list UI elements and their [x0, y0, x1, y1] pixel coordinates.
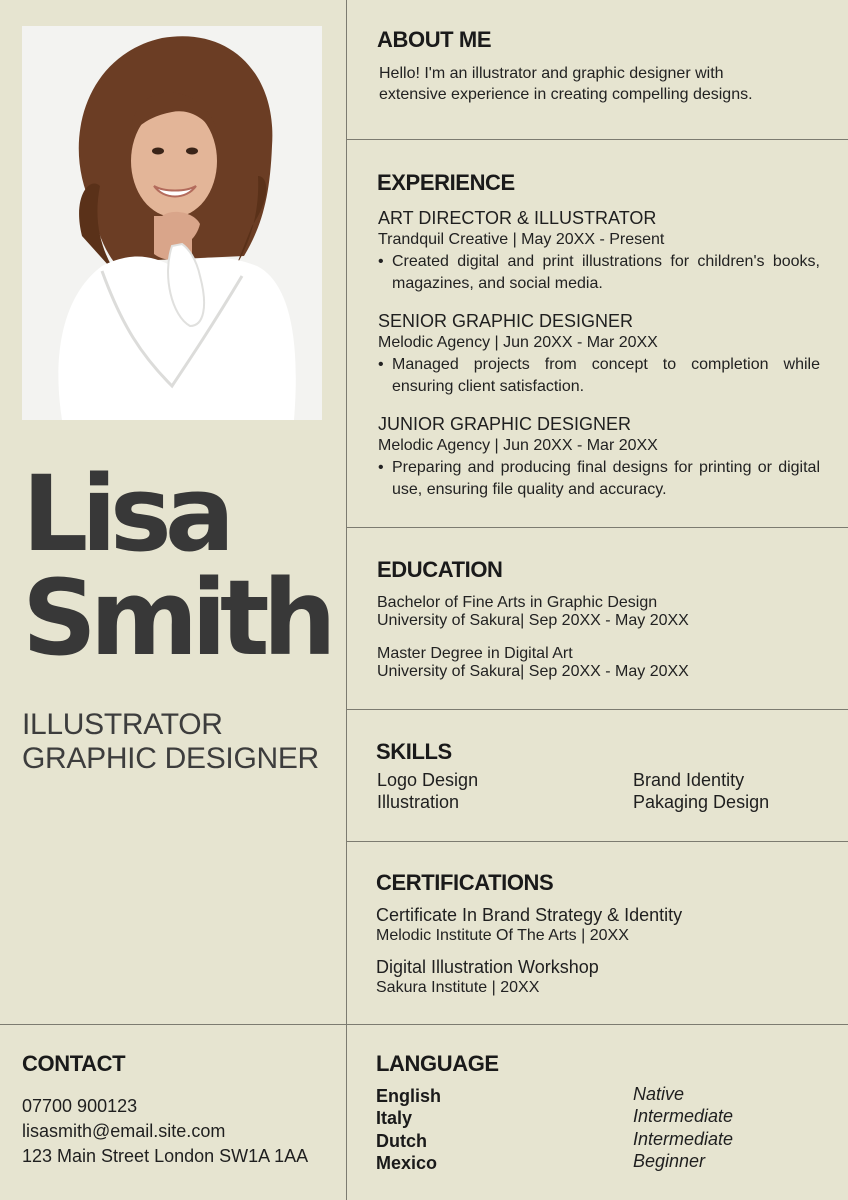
contact-email: lisasmith@email.site.com	[22, 1121, 226, 1141]
certification-issuer: Sakura Institute | 20XX	[376, 979, 540, 996]
contact-phone: 07700 900123	[22, 1096, 138, 1116]
job-title: SENIOR GRAPHIC DESIGNER	[378, 311, 634, 331]
portrait-illustration	[22, 26, 322, 420]
language-level: Intermediate	[633, 1129, 734, 1149]
contact-heading: CONTACT	[22, 1051, 126, 1076]
about-text: Hello! I'm an illustrator and graphic designer with	[379, 65, 724, 82]
language-level: Native	[633, 1084, 685, 1104]
job-meta: Trandquil Creative | May 20XX - Present	[378, 231, 665, 248]
language-name: Dutch	[376, 1131, 427, 1151]
about-heading: ABOUT ME	[377, 27, 492, 52]
certification-issuer: Melodic Institute Of The Arts | 20XX	[376, 927, 629, 944]
job-meta: Melodic Agency | Jun 20XX - Mar 20XX	[378, 437, 658, 454]
experience-heading: EXPERIENCE	[377, 170, 515, 195]
skill-item: Brand Identity	[633, 770, 745, 790]
job-title: ART DIRECTOR & ILLUSTRATOR	[378, 208, 657, 228]
skill-item: Illustration	[377, 792, 460, 812]
section-divider	[346, 709, 848, 710]
job-description: • Created digital and print illustrations for children's books, magazines, and social media.	[378, 251, 820, 294]
job-description: • Managed projects from concept to completion while ensuring client satisfaction.	[378, 354, 820, 397]
education-school: University of Sakura| Sep 20XX - May 20XX	[377, 612, 689, 629]
first-name: Lisa	[22, 453, 228, 575]
contact-address: 123 Main Street London SW1A 1AA	[22, 1146, 309, 1166]
section-divider	[346, 139, 848, 140]
skills-heading: SKILLS	[376, 739, 452, 764]
certification-name: Digital Illustration Workshop	[376, 957, 599, 977]
language-level: Intermediate	[633, 1106, 734, 1126]
profile-photo	[22, 26, 322, 420]
role-line: ILLUSTRATOR	[22, 708, 223, 741]
education-school: University of Sakura| Sep 20XX - May 20XX	[377, 663, 689, 680]
language-heading: LANGUAGE	[376, 1051, 499, 1076]
job-description: • Preparing and producing final designs for printing or digital use, ensuring file quality and accuracy.	[378, 457, 820, 500]
section-divider	[346, 841, 848, 842]
job-meta: Melodic Agency | Jun 20XX - Mar 20XX	[378, 334, 658, 351]
language-name: English	[376, 1086, 442, 1106]
last-name: Smith	[22, 557, 330, 679]
skill-item: Pakaging Design	[633, 792, 770, 812]
role-line: GRAPHIC DESIGNER	[22, 742, 319, 775]
language-level: Beginner	[633, 1151, 706, 1171]
job-role	[22, 708, 319, 776]
language-name: Mexico	[376, 1153, 438, 1173]
about-text: extensive experience in creating compelling designs.	[379, 86, 753, 103]
certifications-heading: CERTIFICATIONS	[376, 870, 554, 895]
skill-item: Logo Design	[377, 770, 479, 790]
education-degree: Master Degree in Digital Art	[377, 645, 573, 662]
job-title: JUNIOR GRAPHIC DESIGNER	[378, 414, 632, 434]
education-degree: Bachelor of Fine Arts in Graphic Design	[377, 594, 658, 611]
education-heading: EDUCATION	[377, 557, 503, 582]
column-divider	[346, 0, 347, 1200]
certification-name: Certificate In Brand Strategy & Identity	[376, 905, 683, 925]
section-divider	[0, 1024, 848, 1025]
section-divider	[346, 527, 848, 528]
language-name: Italy	[376, 1108, 413, 1128]
candidate-name	[22, 453, 330, 679]
